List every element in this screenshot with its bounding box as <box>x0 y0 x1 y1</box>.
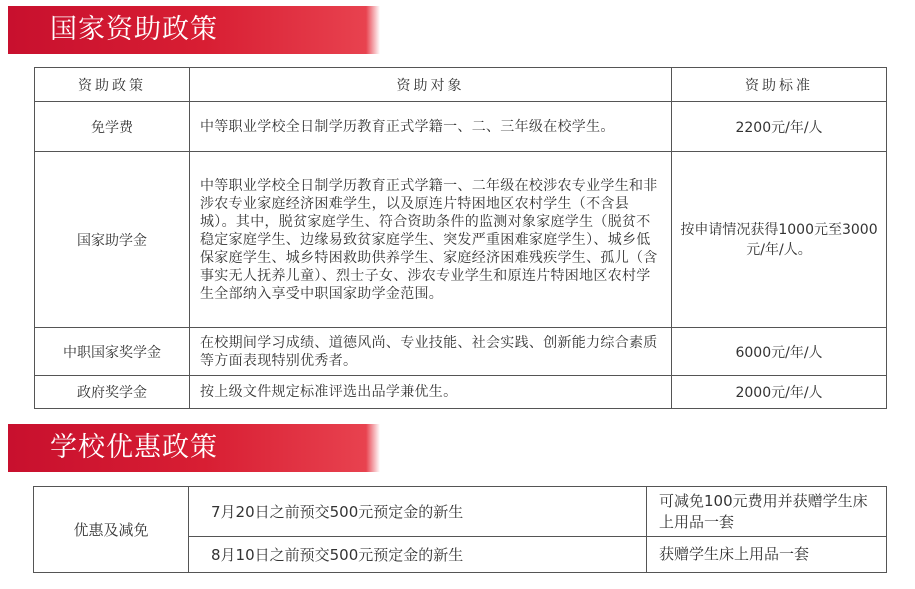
policy-name: 政府奖学金 <box>35 376 190 409</box>
national-aid-table <box>34 67 887 409</box>
policy-target: 按上级文件规定标准评选出品学兼优生。 <box>190 376 672 409</box>
discount-benefit: 获赠学生床上用品一套 <box>647 537 887 573</box>
policy-standard: 2000元/年/人 <box>672 376 887 409</box>
table-row <box>35 328 887 376</box>
header-target: 资助对象 <box>190 68 672 102</box>
table-row <box>35 152 887 328</box>
policy-standard: 按申请情况获得1000元至3000元/年/人。 <box>672 152 887 328</box>
section-title-school-policy: 学校优惠政策 <box>8 424 366 472</box>
table-header-row <box>35 68 887 102</box>
policy-target: 中等职业学校全日制学历教育正式学籍一、二、三年级在校学生。 <box>190 102 672 152</box>
policy-target: 在校期间学习成绩、道德风尚、专业技能、社会实践、创新能力综合素质等方面表现特别优秀者。 <box>190 328 672 376</box>
header-standard: 资助标准 <box>672 68 887 102</box>
discount-condition: 8月10日之前预交500元预定金的新生 <box>189 537 647 573</box>
policy-target: 中等职业学校全日制学历教育正式学籍一、二年级在校涉农专业学生和非涉农专业家庭经济困难学生，以及原连片特困地区农村学生（不含县城）。其中，脱贫家庭学生、符合资助条件的监测对象家庭学生（脱贫不稳定家庭学生、边缘易致贫家庭学生、突发严重困难家庭学生）、城乡低保家庭学生、城乡特困救助供养学生、家庭经济困难残疾学生、孤儿（含事实无人抚养儿童）、烈士子女、涉农专业学生和原连片特困地区农村学生全部纳入享受中职国家助学金范围。 <box>190 152 672 328</box>
table-row <box>34 487 887 537</box>
section-title-national-aid: 国家资助政策 <box>8 6 366 54</box>
policy-name: 免学费 <box>35 102 190 152</box>
discount-benefit: 可减免100元费用并获赠学生床上用品一套 <box>647 487 887 537</box>
discount-label: 优惠及减免 <box>34 487 189 573</box>
policy-standard: 2200元/年/人 <box>672 102 887 152</box>
header-policy: 资助政策 <box>35 68 190 102</box>
table-row <box>35 376 887 409</box>
discount-condition: 7月20日之前预交500元预定金的新生 <box>189 487 647 537</box>
policy-name: 中职国家奖学金 <box>35 328 190 376</box>
policy-standard: 6000元/年/人 <box>672 328 887 376</box>
policy-name: 国家助学金 <box>35 152 190 328</box>
school-policy-table <box>33 486 887 573</box>
table-row <box>35 102 887 152</box>
